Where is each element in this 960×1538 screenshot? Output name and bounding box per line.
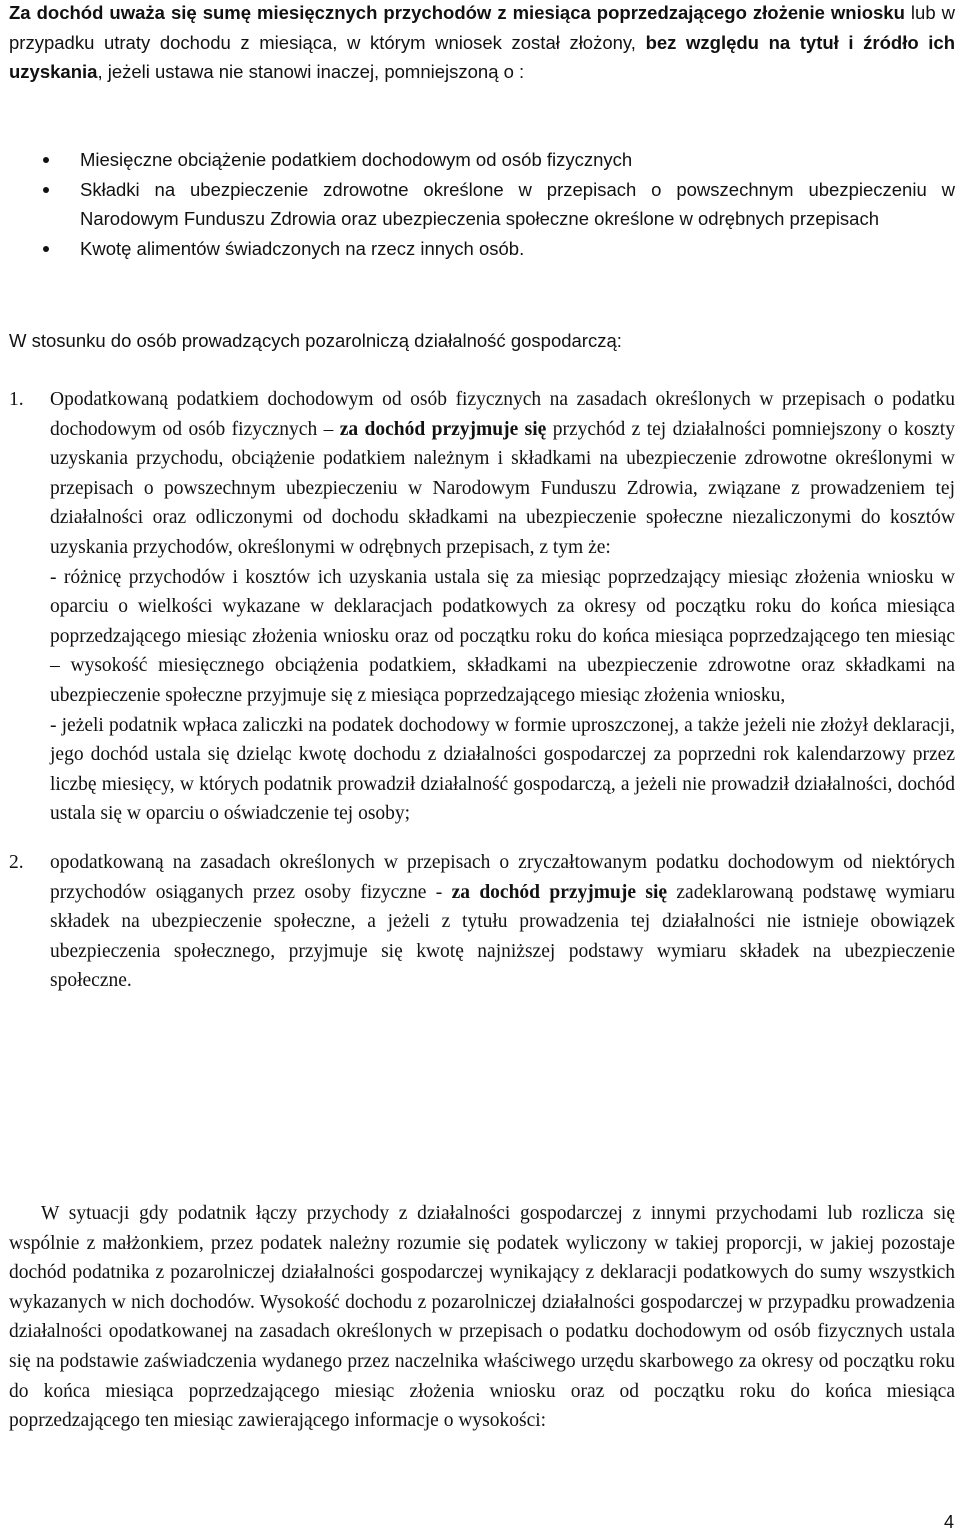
- bullet-list: [0, 145, 955, 263]
- item-number: 1.: [9, 389, 24, 410]
- numbered-item-2: [0, 848, 955, 996]
- item-bold-text: za dochód przyjmuje się: [339, 418, 547, 440]
- item-dash-2: - jeżeli podatnik wpłaca zaliczki na podatek dochodowy w formie uproszczonej, a także jeżeli nie złożył deklaracji, jego dochód ustala się dzieląc kwotę dochodu z działalności gospodarczej za poprzedni rok kalendarzowy przez liczbę miesięcy, w których podatnik prowadził działalność gospodarczą, a jeżeli nie prowadził działalności, dochód ustala się w oparciu o oświadczenie tej osoby;: [50, 714, 955, 825]
- numbered-item-1: [0, 385, 955, 829]
- bullet-dot-icon: [43, 246, 49, 252]
- item-number: 2.: [9, 851, 24, 873]
- bullet-dot-icon: [43, 187, 49, 193]
- item-text-b: przychód z tej działalności pomniejszony o koszty uzyskania przychodu, obciążenie podatkiem należnym i składkami na ubezpieczenie zdrowotne określonymi w przepisach o powszechnym ubezpieczeniu w Narodowym Funduszu Zdrowia, związane z prowadzeniem tej działalności oraz odliczonymi od dochodu składkami na ubezpieczenie społeczne niezaliczonymi do kosztów uzyskania przychodów, określonymi w odrębnych przepisach, z tym że:: [50, 418, 955, 558]
- page-number: 4: [944, 1512, 955, 1532]
- intro-text-1: lub w przypadku utraty dochodu z miesiąca, w którym wniosek został złożony,: [9, 2, 955, 53]
- item-text-a: Opodatkowaną podatkiem dochodowym od osób fizycznych na zasadach określonych w przepisach o podatku dochodowym od osób fizycznych –: [50, 389, 955, 440]
- bullet-dot-icon: [43, 157, 49, 163]
- item-text-b: zadeklarowaną podstawę wymiaru składek na ubezpieczenie społeczne, a jeżeli z tytułu prowadzenia tej działalności nie istnieje obowiązek ubezpieczenia społecznego, przyjmuje się kwotę najniższej podstawy wymiaru składek na ubezpieczenie społeczne.: [50, 881, 956, 992]
- item-main-text: [50, 848, 955, 996]
- bullet-text: Kwotę alimentów świadczonych na rzecz innych osób.: [80, 237, 525, 259]
- intro-paragraph: [9, 0, 955, 87]
- item-text-a: opodatkowaną na zasadach określonych w przepisach o zryczałtowanym podatku dochodowym od niektórych przychodów osiąganych przez osoby fizyczne -: [50, 851, 955, 903]
- numbered-list: [0, 385, 955, 996]
- closing-paragraph: W sytuacji gdy podatnik łączy przychody z działalności gospodarczej z innymi przychodami lub rozlicza się wspólnie z małżonkiem, przez podatek należny rozumie się podatek wyliczony w takiej proporcji, w jakiej pozostaje dochód podatnika z pozarolniczej działalności gospodarczej wynikający z deklaracji podatkowych do sumy wszystkich wykazanych w nich dochodów. Wysokość dochodu z pozarolniczej działalności gospodarczej w przypadku prowadzenia działalności opodatkowanej na zasadach określonych w przepisach o podatku dochodowym od osób fizycznych ustala się na podstawie zaświadczenia wydanego przez naczelnika właściwego urzędu skarbowego za okresy od początku roku do końca miesiąca poprzedzającego miesiąc złożenia wniosku oraz od początku roku do końca miesiąca poprzedzającego ten miesiąc zawierającego informacje o wysokości:: [9, 1203, 955, 1432]
- bullet-item: [0, 175, 955, 234]
- intro-bold-2: bez względu na tytuł i źródło ich uzyskania: [9, 31, 955, 83]
- item-bold-text: za dochód przyjmuje się: [451, 881, 668, 903]
- item-dash-1: - różnicę przychodów i kosztów ich uzyskania ustala się za miesiąc poprzedzający miesiąc złożenia wniosku w oparciu o wielkości wykazane w deklaracjach podatkowych za okresy od początku roku do końca miesiąca poprzedzającego miesiąc złożenia wniosku oraz od początku roku do końca miesiąca poprzedzającego ten miesiąc – wysokość miesięcznego obciążenia podatkiem, składkami na ubezpieczenie zdrowotne oraz składkami na ubezpieczenie społeczne przyjmuje się z miesiąca poprzedzającego miesiąc złożenia wniosku,: [50, 566, 955, 706]
- intro-bold-1: Za dochód uważa się sumę miesięcznych przychodów z miesiąca poprzedzającego złożenie wniosku: [9, 2, 905, 23]
- bullet-text: Miesięczne obciążenie podatkiem dochodowym od osób fizycznych: [80, 149, 633, 170]
- bullet-item: [0, 145, 955, 175]
- item-main-text: [50, 385, 955, 563]
- bullet-text: Składki na ubezpieczenie zdrowotne określone w przepisach o powszechnym ubezpieczeniu w Narodowym Funduszu Zdrowia oraz ubezpieczenia społeczne określone w odrębnych przepisach: [80, 178, 955, 230]
- bullet-item: [0, 234, 955, 264]
- section-heading: W stosunku do osób prowadzących pozarolniczą działalność gospodarczą:: [9, 330, 622, 351]
- intro-text-2: , jeżeli ustawa nie stanowi inaczej, pomniejszoną o :: [97, 61, 525, 83]
